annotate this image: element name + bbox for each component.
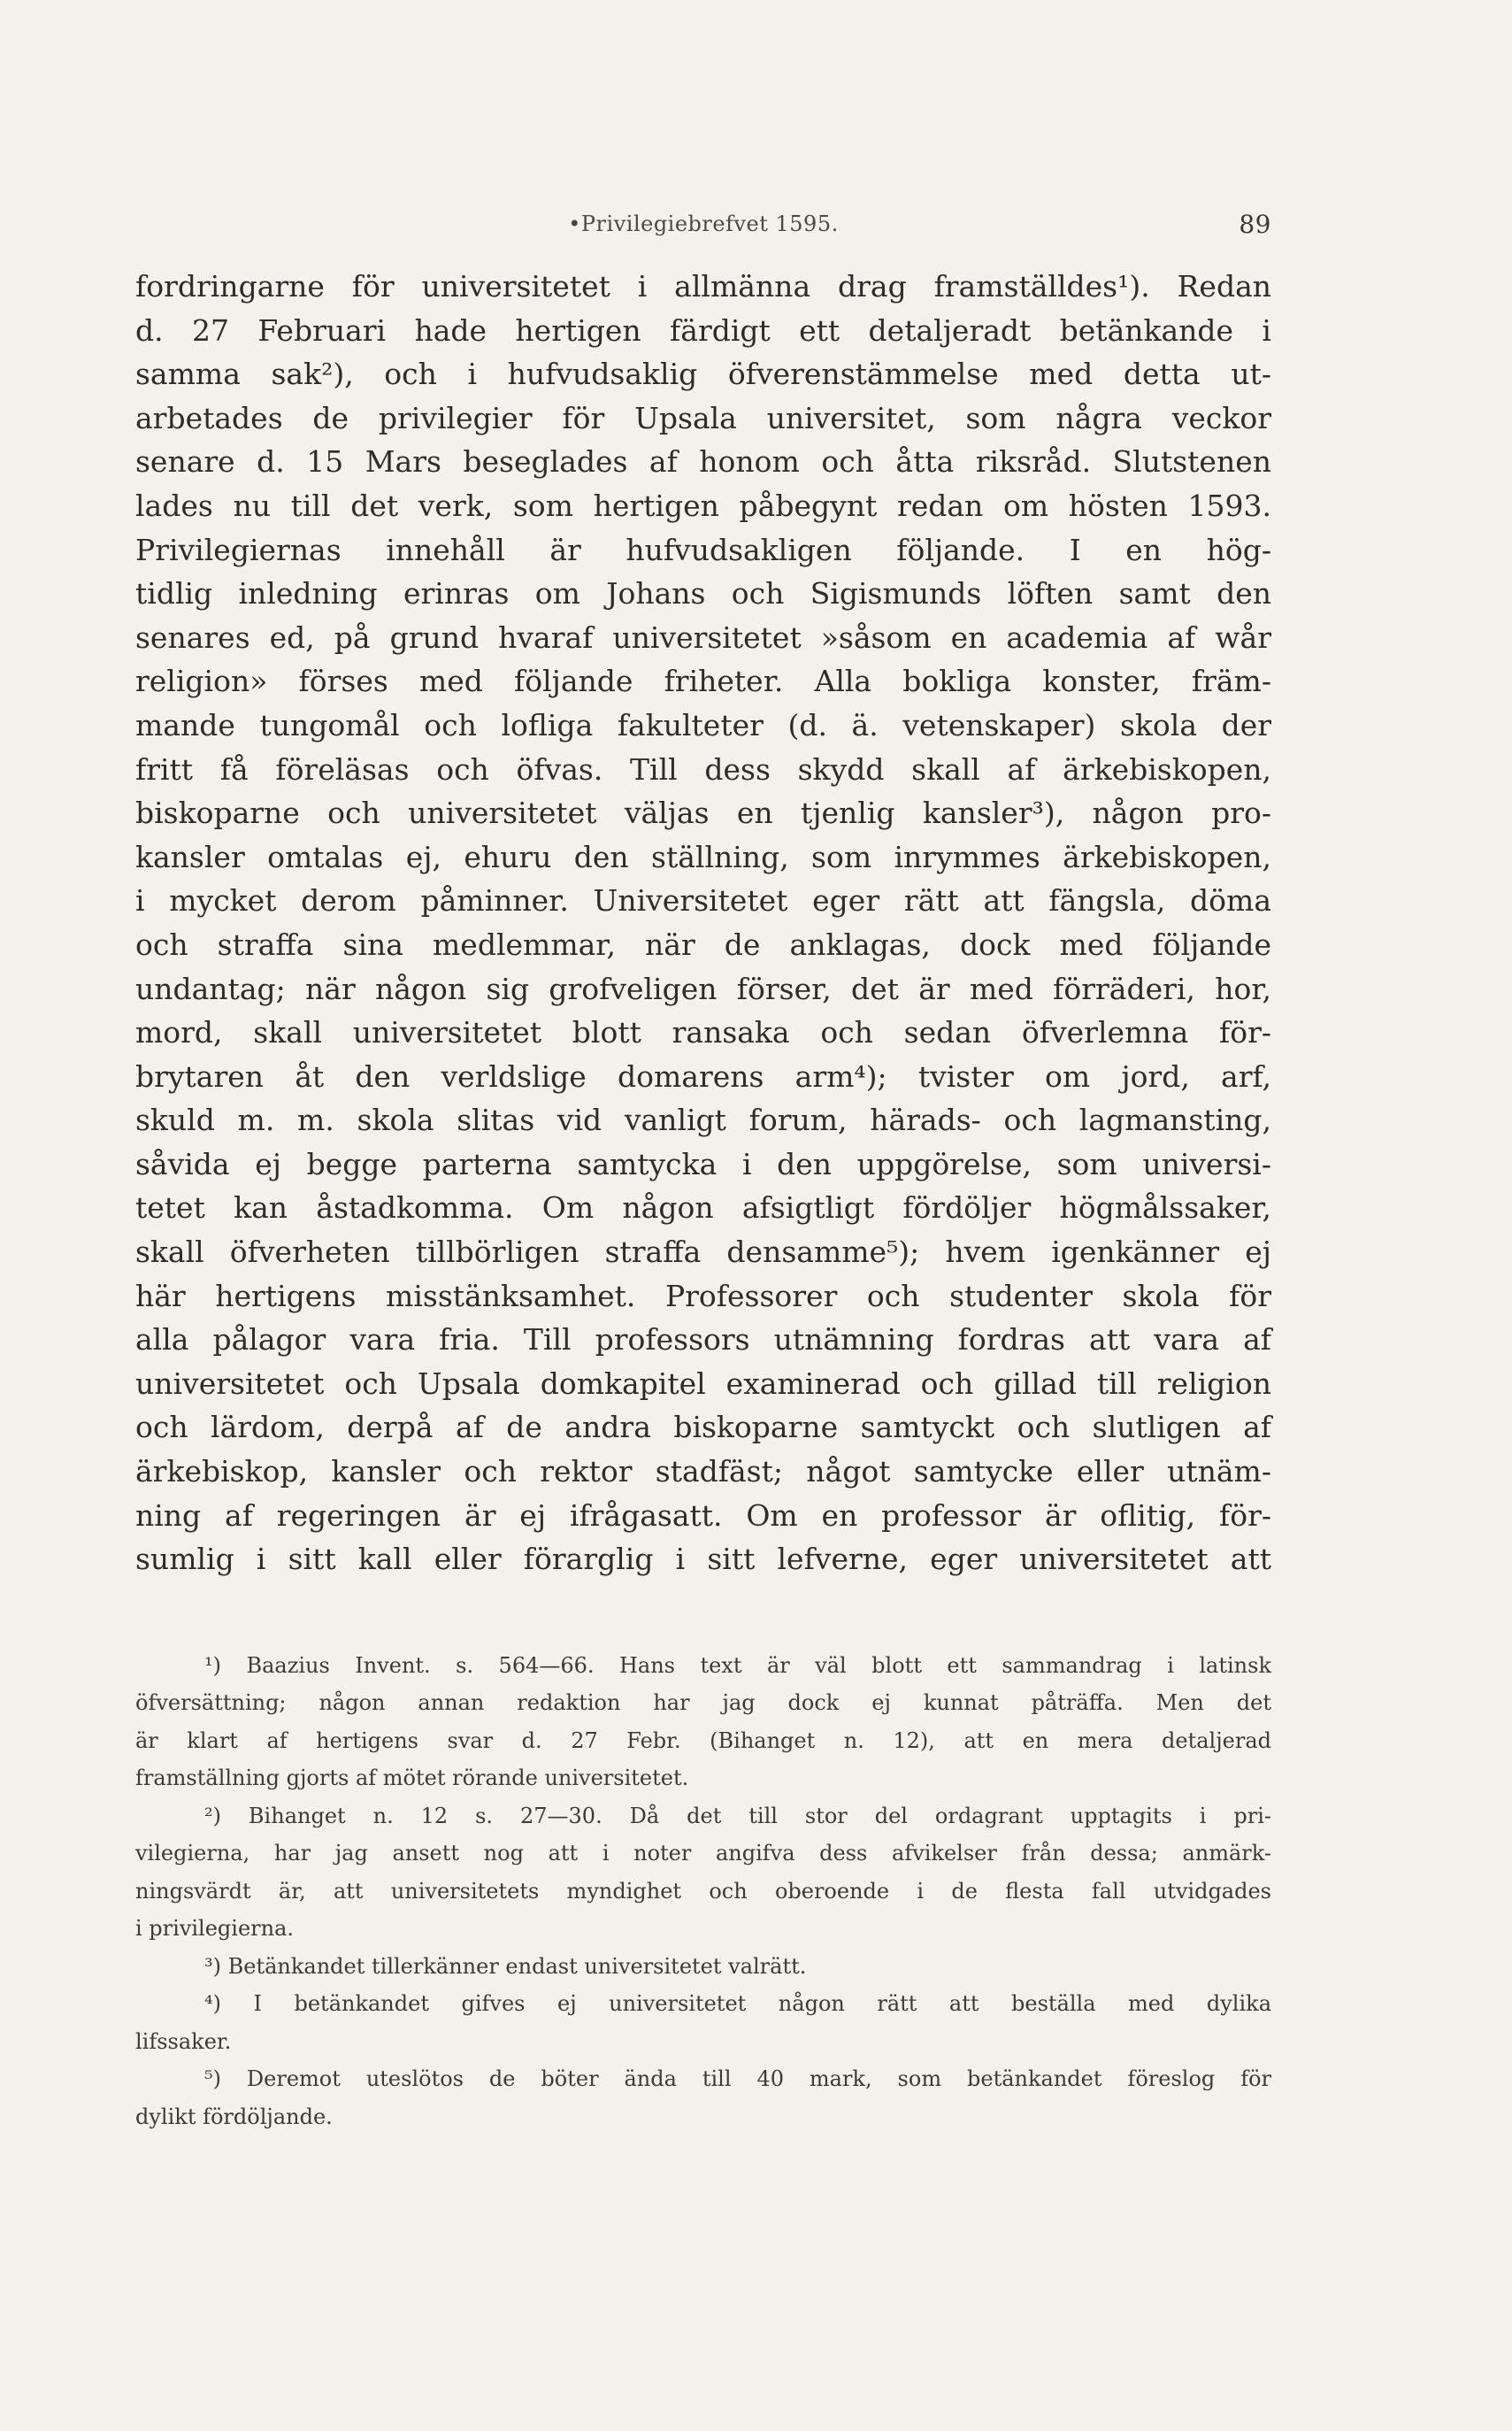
text-line: skall öfverheten tillbörligen straffa densamme⁵); hvem igenkänner ej [135,1235,1271,1270]
footnote-line: dylikt fördöljande. [135,2104,333,2129]
text-line: ärkebiskop, kansler och rektor stadfäst; något samtycke eller utnäm- [135,1454,1271,1489]
footnote-5 [135,2060,1271,2135]
text-line: fritt få föreläsas och öfvas. Till dess skydd skall af ärkebiskopen, [135,751,1271,787]
text-line: alla pålagor vara fria. Till professors utnämning fordras att vara af [135,1322,1271,1358]
text-line: fordringarne för universitetet i allmänna drag framställdes¹). Redan [135,269,1271,304]
text-line: religion» förses med följande friheter. Alla bokliga konster, främ- [135,664,1271,699]
text-line: tidlig inledning erinras om Johans och Sigismunds löften samt den [135,576,1271,612]
footnote-3 [135,1948,1271,1986]
text-line: och lärdom, derpå af de andra biskoparne samtyckt och slutligen af [135,1410,1271,1445]
text-line: undantag; när någon sig grofveligen förser, det är med förräderi, hor, [135,971,1271,1006]
text-line: ning af regeringen är ej ifrågasatt. Om en professor är oflitig, för- [135,1497,1271,1533]
main-text [135,265,1271,1581]
footnote-line: öfversättning; någon annan redaktion har jag dock ej kunnat påträffa. Men det [135,1690,1271,1716]
text-line: och straffa sina medlemmar, när de anklagas, dock med följande [135,927,1271,962]
text-line: Privilegiernas innehåll är hufvudsakligen följande. I en hög- [135,532,1271,567]
text-line: skuld m. m. skola slitas vid vanligt forum, härads- och lagmansting, [135,1103,1271,1138]
text-line: kansler omtalas ej, ehuru den ställning, som inrymmes ärkebiskopen, [135,839,1271,874]
footnote-line: är klart af hertigens svar d. 27 Febr. (Bihanget n. 12), att en mera detaljerad [135,1727,1271,1753]
text-line: mord, skall universitetet blott ransaka och sedan öfverlemna för- [135,1015,1271,1050]
text-line: lades nu till det verk, som hertigen påbegynt redan om hösten 1593. [135,488,1271,523]
footnote-line: i privilegierna. [135,1916,295,1942]
text-line: mande tungomål och lofliga fakulteter (d. ä. vetenskaper) skola der [135,707,1271,742]
footnotes [135,1647,1271,2136]
footnote-line: vilegierna, har jag ansett nog att i noter angifva dess afvikelser från dessa; anmärk- [135,1841,1271,1866]
footnote-line: ningsvärdt är, att universitetets myndighet och oberoende i de flesta fall utvidgades [135,1878,1271,1904]
text-line: sumlig i sitt kall eller förarglig i sitt lefverne, eger universitetet att [135,1542,1271,1577]
text-line: universitetet och Upsala domkapitel examinerad och gillad till religion [135,1366,1271,1401]
footnote-1 [135,1647,1271,1797]
footnote-line: ²) Bihanget n. 12 s. 27—30. Då det till stor del ordagrant upptagits i pri- [204,1803,1271,1828]
footnote-4 [135,1985,1271,2060]
text-line: senare d. 15 Mars beseglades af honom och åtta riksråd. Slutstenen [135,444,1271,480]
text-line: här hertigens misstänksamhet. Professorer och studenter skola för [135,1278,1271,1313]
text-line: tetet kan åstadkomma. Om någon afsigtligt fördöljer högmålssaker, [135,1190,1271,1226]
footnote-line: ⁴) I betänkandet gifves ej universitetet någon rätt att beställa med dylika [204,1991,1271,2017]
text-line: samma sak²), och i hufvudsaklig öfverenstämmelse med detta ut- [135,357,1271,392]
text-line: brytaren åt den verldslige domarens arm⁴); tvister om jord, arf, [135,1058,1271,1094]
footnote-line: ⁵) Deremot uteslötos de böter ända till 40 mark, som betänkandet föreslog för [204,2066,1271,2092]
text-line: biskoparne och universitetet väljas en tjenlig kansler³), någon pro- [135,796,1271,831]
footnote-2 [135,1797,1271,1948]
text-line: i mycket derom påminner. Universitetet eger rätt att fängsla, döma [135,883,1271,919]
text-line: arbetades de privilegier för Upsala universitet, som några veckor [135,400,1271,435]
page-header [135,208,1271,258]
footnote-line: ¹) Baazius Invent. s. 564—66. Hans text är väl blott ett sammandrag i latinsk [204,1652,1271,1678]
page-number: 89 [1239,210,1271,239]
text-line: såvida ej begge parterna samtycka i den uppgörelse, som universi- [135,1146,1271,1181]
text-line: d. 27 Februari hade hertigen färdigt ett detaljeradt betänkande i [135,312,1271,348]
footnote-line: ³) Betänkandet tillerkänner endast universitetet valrätt. [204,1953,807,1979]
page [135,208,1271,2135]
text-line: senares ed, på grund hvaraf universitetet »såsom en academia af wår [135,619,1271,655]
footnote-line: framställning gjorts af mötet rörande universitetet. [135,1766,689,1791]
running-title: •Privilegiebrefvet 1595. [568,212,839,236]
footnote-line: lifssaker. [135,2028,232,2054]
